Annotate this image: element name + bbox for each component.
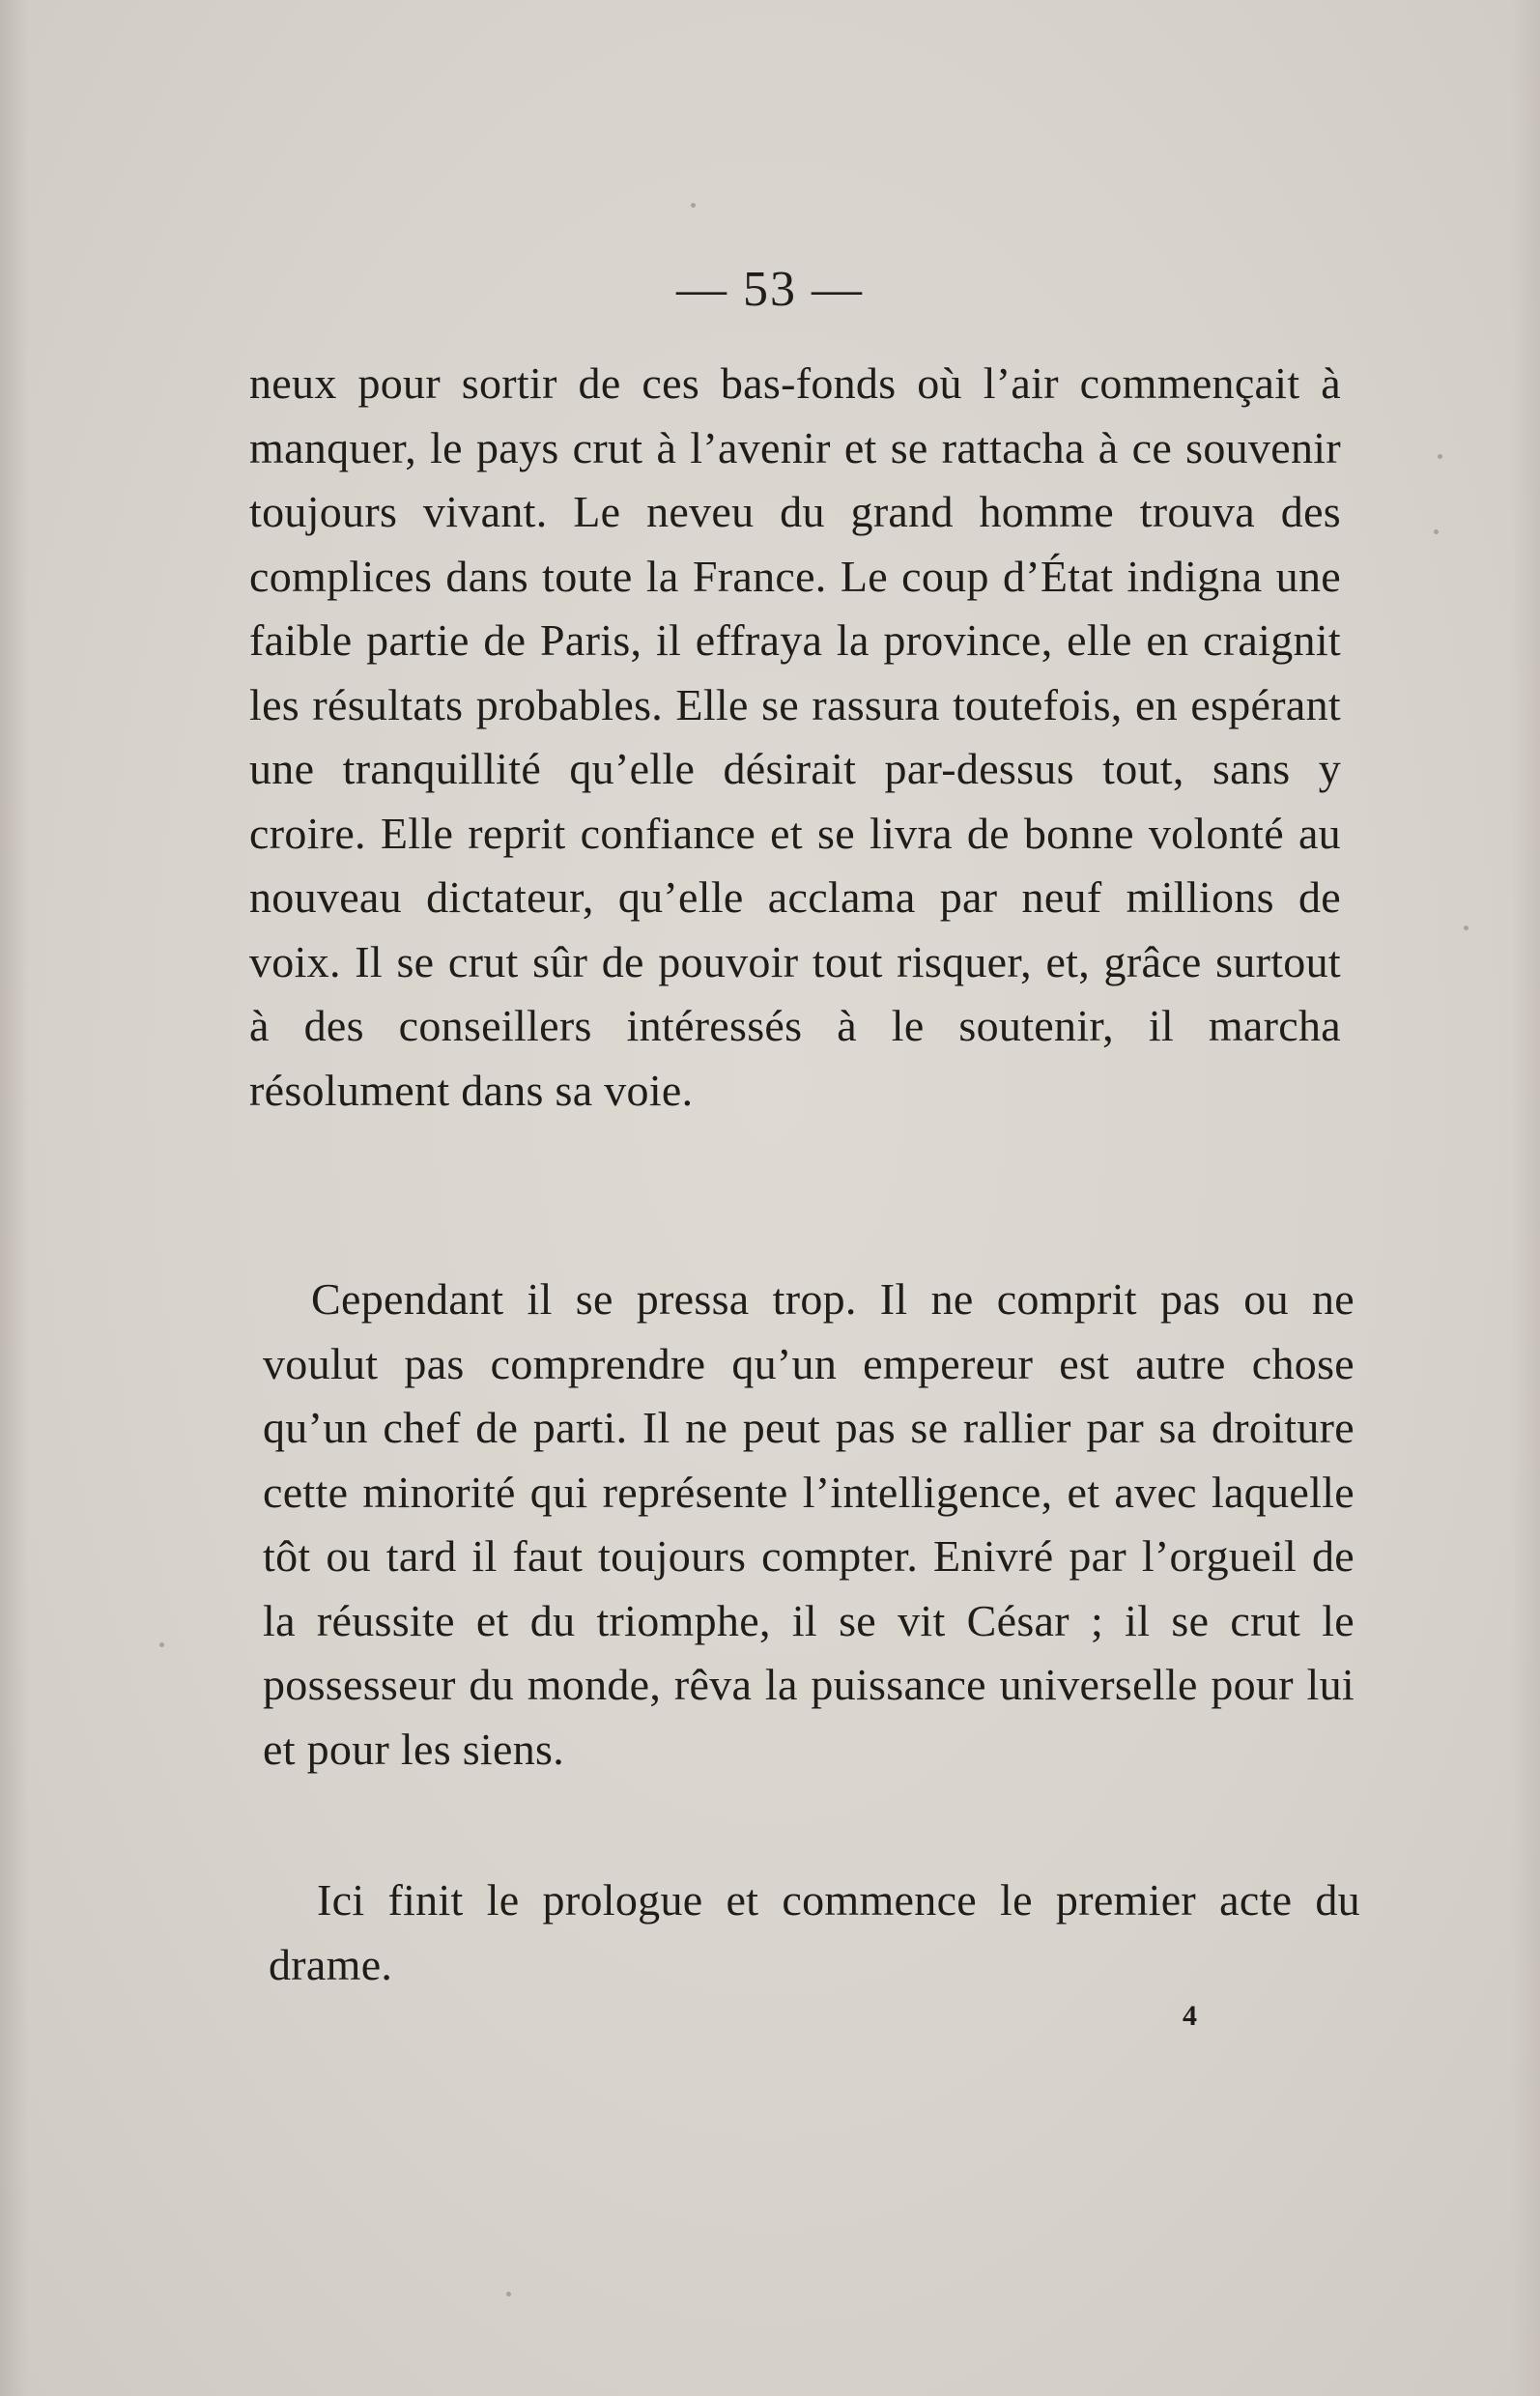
paper-speck [1434,529,1439,534]
signature-mark: 4 [1183,2000,1197,2032]
paper-speck [691,203,696,208]
paragraph-2: Cependant il se pressa trop. Il ne comprit pas ou ne voulut pas comprendre qu’un empereur est autre chose qu’un chef de parti. Il ne peut pas se rallier par sa droiture cette minorité qui représente l’intelligence, et avec laquelle tôt ou tard il faut toujours compter. Enivré par l’orgueil de la réussite et du triomphe, il se vit César ; il se crut le possesseur du monde, rêva la puissance universelle pour lui et pour les siens. [263,1274,1355,1774]
page-edge-shadow-right [1511,0,1540,2396]
page-number-header: — 53 — [676,262,864,317]
page-edge-shadow-left [0,0,29,2396]
paragraph-1: neux pour sortir de ces bas-fonds où l’air commençait à manquer, le pays crut à l’avenir et se rattacha à ce souvenir toujours vivant. Le neveu du grand homme trouva des complices dans toute la France. Le coup d’État indigna une faible partie de Paris, il effraya la province, elle en craignit les résultats probables. Elle se rassura toutefois, en espérant une tranquillité qu’elle désirait par-dessus tout, sans y croire. Elle reprit confiance et se livra de bonne volonté au nouveau dictateur, qu’elle acclama par neuf millions de voix. Il se crut sûr de pouvoir tout risquer, et, grâce surtout à des conseillers intéressés à le soutenir, il marcha résolument dans sa voie. [249,358,1341,1115]
paper-speck [1438,454,1442,459]
paper-speck [1464,926,1469,930]
paragraph-3: Ici finit le prologue et commence le premier acte du drame. [269,1875,1360,1989]
paper-speck [159,1642,164,1647]
paper-speck [506,2292,511,2296]
